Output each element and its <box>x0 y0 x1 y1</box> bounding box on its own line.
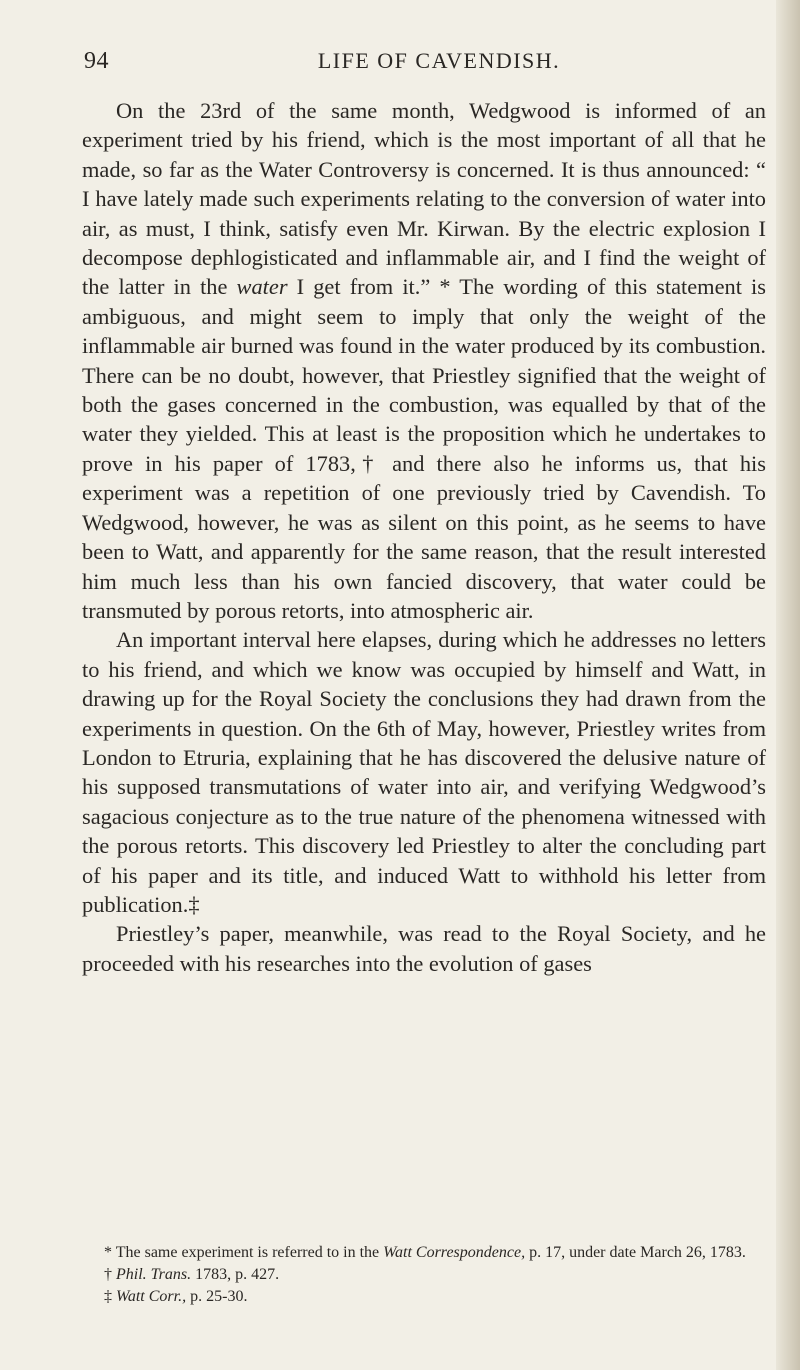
page-number: 94 <box>84 48 109 74</box>
footnote-text: 1783, p. 427. <box>191 1266 280 1283</box>
footnote-citation: Watt Corr., <box>116 1288 187 1305</box>
footnote-citation: Watt Correspondence, <box>383 1244 526 1261</box>
footnote-text: p. 25-30. <box>186 1288 248 1305</box>
footnotes <box>84 1242 766 1308</box>
emphasis-text: water <box>236 274 288 300</box>
paragraph-text: I get from it.” * The wording of this statement is ambiguous, and might seem to imply that only the weight of the inflammable air burned was found in the water produced by its combustion. There can be no doubt, however, that Priestley signified that the weight of both the gases concerned in the combustion, was equalled by that of the water they yielded. This at least is the proposition which he undertakes to prove in his paper of 1783,† and there also he informs us, that his experiment was a repetition of one previously tried by Cavendish. To Wedgwood, however, he was as silent on this point, as he seems to have been to Watt, and apparently for the same reason, that the result interested him much less than his own fancied discovery, that water could be transmuted by porous retorts, into atmospheric air. <box>82 274 766 623</box>
footnote <box>84 1242 766 1264</box>
footnote-citation: Phil. Trans. <box>116 1266 192 1283</box>
footnote-text: The same experiment is referred to in the <box>112 1244 384 1261</box>
footnote-mark: ‡ <box>104 1288 112 1305</box>
footnote-mark: * <box>104 1244 112 1261</box>
page-edge-shadow <box>776 0 800 1370</box>
paragraph <box>82 96 766 625</box>
footnote <box>84 1264 766 1286</box>
page-header <box>84 48 764 78</box>
paragraph-text: On the 23rd of the same month, Wedgwood is informed of an experiment tried by his friend, which is the most important of all that he made, so far as the Water Controversy is concerned. It is thus announced: “ I have lately made such experiments relating to the conversion of water into air, as must, I think, satisfy even Mr. Kirwan. By the electric explosion I decompose dephlogisticated and inflammable air, and I find the weight of the latter in the <box>82 98 766 300</box>
paragraph: An important interval here elapses, during which he addresses no letters to his friend, and which we know was occupied by himself and Watt, in drawing up for the Royal Society the conclusions they had drawn from the experiments in question. On the 6th of May, however, Priestley writes from London to Etruria, explaining that he has discovered the delusive nature of his supposed transmutations of water into air, and verifying Wedgwood’s sagacious conjecture as to the true nature of the phenomena witnessed with the porous retorts. This discovery led Priestley to alter the concluding part of his paper and its title, and induced Watt to withhold his letter from publication.‡ <box>82 627 766 917</box>
paragraph: Priestley’s paper, meanwhile, was read to the Royal Society, and he proceeded with his researches into the evolution of gases <box>82 921 766 976</box>
footnote <box>84 1286 766 1308</box>
running-head: LIFE OF CAVENDISH. <box>317 48 561 73</box>
footnote-text: p. 17, under date March 26, 1783. <box>525 1244 746 1261</box>
footnote-mark: † <box>104 1266 112 1283</box>
body-text <box>82 96 766 978</box>
